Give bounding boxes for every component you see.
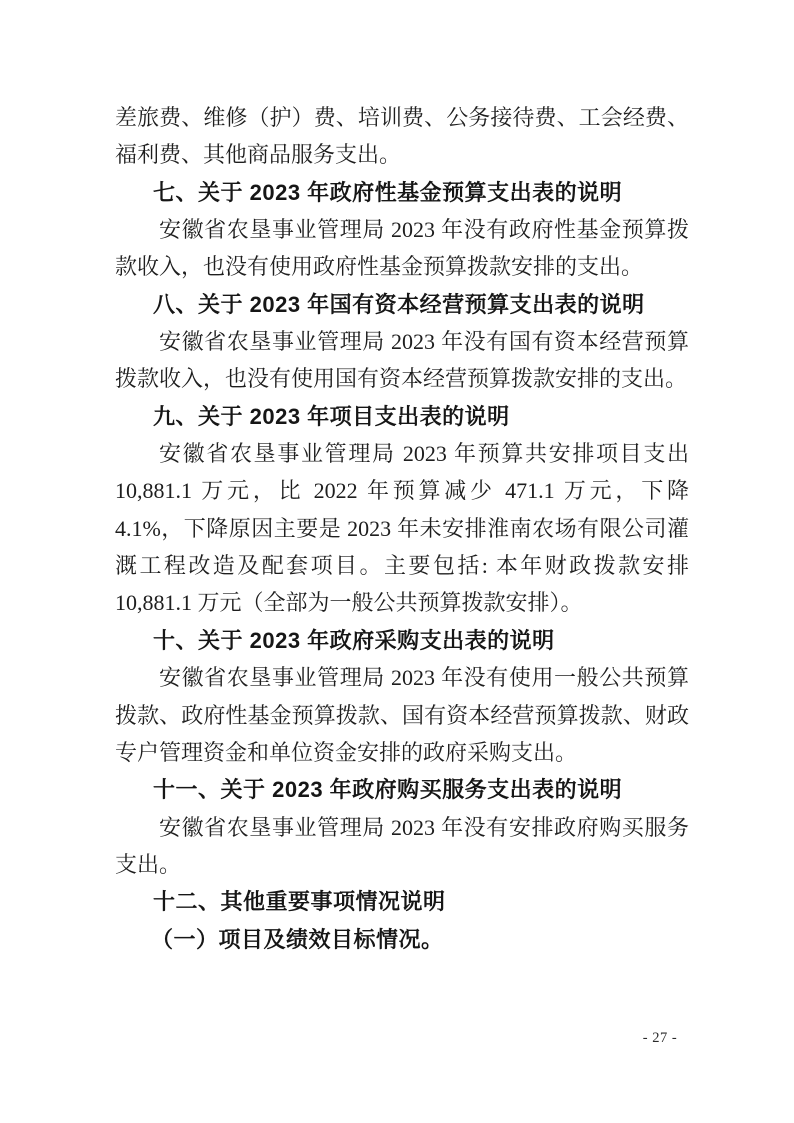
body-paragraph-government-funds: 安徽省农垦事业管理局 2023 年没有政府性基金预算拨款收入，也没有使用政府性基金预算拨款安排的支出。: [115, 217, 689, 280]
section-heading-10-government-procurement: 十、关于 2023 年政府采购支出表的说明: [153, 627, 555, 653]
section-heading-7-government-funds-budget: 七、关于 2023 年政府性基金预算支出表的说明: [153, 179, 623, 205]
body-paragraph-purchased-services: 安徽省农垦事业管理局 2023 年没有安排政府购买服务支出。: [115, 814, 689, 877]
section-heading-9-project-expenditure: 九、关于 2023 年项目支出表的说明: [153, 403, 510, 429]
section-heading-12-other-important-matters: 十二、其他重要事项情况说明: [153, 889, 446, 915]
body-paragraph-project-expenditure: 安徽省农垦事业管理局 2023 年预算共安排项目支出 10,881.1 万元，比 2022 年预算减少 471.1 万元，下降 4.1%，下降原因主要是 2023 年未安排淮南农场有限公司灌溉工程改造及配套项目。主要包括: 本年财政拨款安排 10,881.1 万元（全部为一般公共预算拨款安排）。: [115, 441, 689, 616]
section-heading-11-government-purchased-services: 十一、关于 2023 年政府购买服务支出表的说明: [153, 777, 623, 803]
body-paragraph-continued-expenses: 差旅费、维修（护）费、培训费、公务接待费、工会经费、福利费、其他商品服务支出。: [115, 105, 689, 168]
document-body: [115, 99, 689, 958]
page-number: - 27 -: [642, 1030, 678, 1046]
section-heading-8-state-capital-budget: 八、关于 2023 年国有资本经营预算支出表的说明: [153, 291, 645, 317]
subsection-heading-1-project-performance-targets: （一）项目及绩效目标情况。: [151, 926, 444, 952]
body-paragraph-government-procurement: 安徽省农垦事业管理局 2023 年没有使用一般公共预算拨款、政府性基金预算拨款、国有资本经营预算拨款、财政专户管理资金和单位资金安排的政府采购支出。: [115, 665, 689, 765]
body-paragraph-state-capital: 安徽省农垦事业管理局 2023 年没有国有资本经营预算拨款收入，也没有使用国有资本经营预算拨款安排的支出。: [115, 329, 689, 392]
